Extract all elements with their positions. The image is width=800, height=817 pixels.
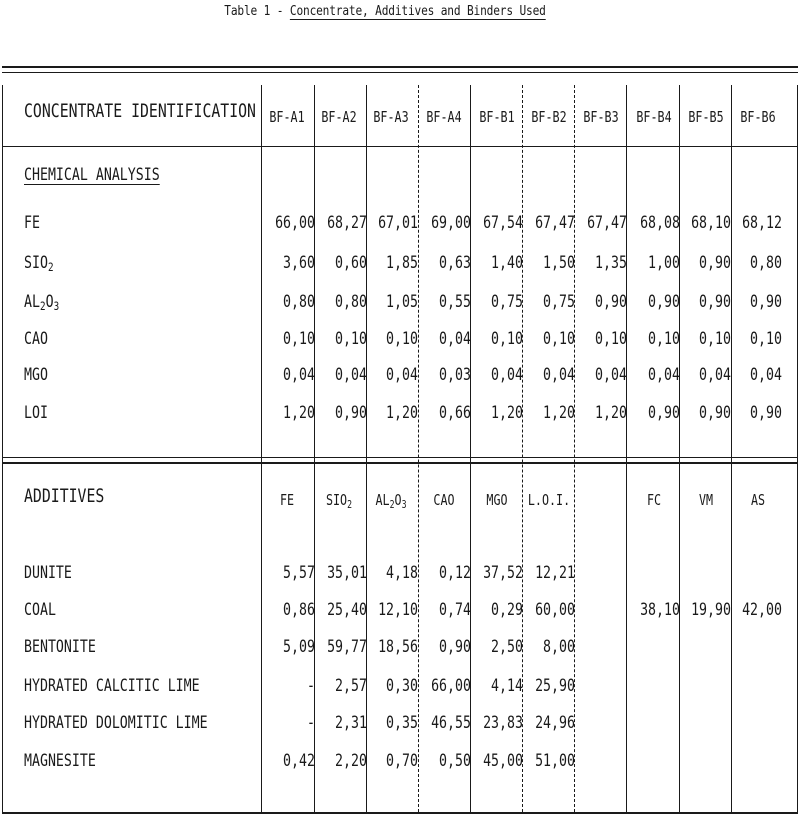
- additives-header: ADDITIVES: [24, 485, 105, 507]
- concentrate-value-cell: 0,04: [648, 365, 680, 385]
- concentrate-row-label: MGO: [24, 365, 48, 385]
- concentrate-value-cell: 1,20: [386, 403, 418, 423]
- concentrate-value-cell: 0,04: [439, 329, 471, 349]
- concentrate-value-cell: 0,66: [439, 403, 471, 423]
- concentrate-value-cell: 0,04: [750, 365, 782, 385]
- additives-value-cell: 0,90: [439, 637, 471, 657]
- concentrate-value-cell: 1,35: [595, 253, 627, 273]
- additives-value-cell: 60,00: [535, 600, 575, 620]
- concentrate-column-header: BF-B5: [688, 108, 724, 126]
- additives-value-cell: 0,70: [386, 751, 418, 771]
- concentrate-value-cell: 67,01: [378, 213, 418, 233]
- concentrate-value-cell: 66,00: [275, 213, 315, 233]
- additives-row-label: BENTONITE: [24, 637, 96, 657]
- concentrate-value-cell: 0,75: [543, 292, 575, 312]
- concentrate-value-cell: 0,90: [750, 292, 782, 312]
- additives-row-label: MAGNESITE: [24, 751, 96, 771]
- additives-value-cell: 19,90: [691, 600, 731, 620]
- additives-column-header: L.O.I.: [527, 491, 571, 509]
- concentrate-column-header: BF-A3: [373, 108, 409, 126]
- additives-value-cell: 0,50: [439, 751, 471, 771]
- additives-value-cell: 12,21: [535, 563, 575, 583]
- concentrate-value-cell: 68,10: [691, 213, 731, 233]
- concentrate-column-header: BF-B4: [636, 108, 672, 126]
- concentrate-value-cell: 1,85: [386, 253, 418, 273]
- column-divider: [731, 85, 732, 812]
- additives-value-cell: -: [307, 713, 315, 733]
- concentrate-row-label: LOI: [24, 403, 48, 423]
- additives-column-header: $AL_2O_3$: [375, 491, 407, 511]
- additives-value-cell: 25,90: [535, 676, 575, 696]
- concentrate-value-cell: 0,90: [648, 292, 680, 312]
- concentrate-value-cell: 0,90: [699, 253, 731, 273]
- additives-column-header: AS: [750, 491, 766, 509]
- column-divider: [522, 85, 523, 812]
- additives-column-header: CAO: [433, 491, 455, 509]
- concentrate-column-header: BF-A1: [269, 108, 305, 126]
- additives-value-cell: 0,12: [439, 563, 471, 583]
- concentrate-value-cell: 0,04: [543, 365, 575, 385]
- additives-column-header: VM: [698, 491, 714, 509]
- additives-value-cell: 12,10: [378, 600, 418, 620]
- concentrate-value-cell: 0,90: [335, 403, 367, 423]
- concentrate-value-cell: 0,04: [283, 365, 315, 385]
- concentrate-value-cell: 0,63: [439, 253, 471, 273]
- additives-value-cell: 0,86: [283, 600, 315, 620]
- concentrate-value-cell: 0,60: [335, 253, 367, 273]
- column-divider: [574, 85, 575, 812]
- concentrate-column-header: BF-A2: [321, 108, 357, 126]
- additives-value-cell: 0,30: [386, 676, 418, 696]
- additives-value-cell: 51,00: [535, 751, 575, 771]
- caption-title: Concentrate, Additives and Binders Used: [289, 4, 546, 19]
- top-rule-thin: [2, 72, 798, 73]
- concentrate-value-cell: 0,90: [595, 292, 627, 312]
- additives-value-cell: 25,40: [327, 600, 367, 620]
- concentrate-value-cell: 0,04: [491, 365, 523, 385]
- additives-row-label: HYDRATED DOLOMITIC LIME: [24, 713, 208, 733]
- additives-value-cell: 5,09: [283, 637, 315, 657]
- concentrate-value-cell: 0,75: [491, 292, 523, 312]
- additives-value-cell: 35,01: [327, 563, 367, 583]
- additives-value-cell: 2,50: [491, 637, 523, 657]
- additives-row-label: DUNITE: [24, 563, 72, 583]
- additives-value-cell: 18,56: [378, 637, 418, 657]
- concentrate-value-cell: 0,04: [335, 365, 367, 385]
- additives-value-cell: 46,55: [431, 713, 471, 733]
- concentrate-value-cell: 0,04: [595, 365, 627, 385]
- concentrate-value-cell: 0,80: [283, 292, 315, 312]
- additives-value-cell: 37,52: [483, 563, 523, 583]
- additives-value-cell: 23,83: [483, 713, 523, 733]
- concentrate-row-label: $SIO_2$: [24, 253, 54, 274]
- additives-value-cell: 2,57: [335, 676, 367, 696]
- column-divider: [2, 85, 3, 812]
- concentrate-row-label: FE: [24, 213, 40, 233]
- additives-value-cell: 5,57: [283, 563, 315, 583]
- concentrate-row-label: $AL_2O_3$: [24, 292, 60, 313]
- concentrate-value-cell: 1,05: [386, 292, 418, 312]
- concentrate-value-cell: 68,08: [640, 213, 680, 233]
- concentrate-value-cell: 1,50: [543, 253, 575, 273]
- concentrate-value-cell: 0,55: [439, 292, 471, 312]
- additives-value-cell: 4,14: [491, 676, 523, 696]
- additives-value-cell: 0,29: [491, 600, 523, 620]
- additives-value-cell: 38,10: [640, 600, 680, 620]
- concentrate-row-label: CAO: [24, 329, 48, 349]
- concentrate-value-cell: 1,40: [491, 253, 523, 273]
- concentrate-value-cell: 69,00: [431, 213, 471, 233]
- concentrate-column-header: BF-B1: [479, 108, 515, 126]
- additives-column-header: $SIO_2$: [325, 491, 353, 511]
- concentrate-value-cell: 68,27: [327, 213, 367, 233]
- concentrate-value-cell: 67,47: [535, 213, 575, 233]
- additives-value-cell: 45,00: [483, 751, 523, 771]
- concentrate-value-cell: 0,04: [386, 365, 418, 385]
- column-divider: [261, 85, 262, 812]
- column-divider: [418, 85, 419, 812]
- column-divider: [626, 85, 627, 812]
- concentrate-value-cell: 0,90: [750, 403, 782, 423]
- caption-prefix: Table 1 -: [224, 4, 290, 19]
- concentrate-value-cell: 1,00: [648, 253, 680, 273]
- additives-value-cell: 24,96: [535, 713, 575, 733]
- concentrate-value-cell: 0,90: [648, 403, 680, 423]
- additives-value-cell: 59,77: [327, 637, 367, 657]
- additives-value-cell: 0,42: [283, 751, 315, 771]
- concentrate-value-cell: 0,10: [648, 329, 680, 349]
- concentrate-value-cell: 0,90: [699, 292, 731, 312]
- concentrate-value-cell: 0,10: [491, 329, 523, 349]
- concentrate-column-header: BF-B3: [583, 108, 619, 126]
- concentrate-value-cell: 67,47: [587, 213, 627, 233]
- concentrate-value-cell: 0,10: [750, 329, 782, 349]
- bottom-rule: [2, 812, 798, 814]
- additives-column-header: FE: [279, 491, 295, 509]
- concentrate-value-cell: 0,10: [595, 329, 627, 349]
- chemical-analysis-label: CHEMICAL ANALYSIS: [24, 165, 160, 185]
- concentrate-value-cell: 0,80: [750, 253, 782, 273]
- column-divider: [366, 85, 367, 812]
- additives-value-cell: 2,31: [335, 713, 367, 733]
- concentrate-value-cell: 3,60: [283, 253, 315, 273]
- concentrate-value-cell: 1,20: [283, 403, 315, 423]
- additives-column-header: MGO: [486, 491, 508, 509]
- concentrate-column-header: BF-B6: [740, 108, 776, 126]
- concentrate-value-cell: 0,04: [699, 365, 731, 385]
- additives-value-cell: 8,00: [543, 637, 575, 657]
- concentrate-value-cell: 0,10: [283, 329, 315, 349]
- concentrate-value-cell: 67,54: [483, 213, 523, 233]
- additives-value-cell: 0,35: [386, 713, 418, 733]
- concentrate-value-cell: 1,20: [543, 403, 575, 423]
- column-divider: [679, 85, 680, 812]
- column-divider: [797, 85, 798, 812]
- concentrate-value-cell: 0,10: [699, 329, 731, 349]
- additives-row-label: COAL: [24, 600, 56, 620]
- column-divider: [314, 85, 315, 812]
- concentrate-value-cell: 1,20: [491, 403, 523, 423]
- additives-value-cell: 66,00: [431, 676, 471, 696]
- additives-column-header: FC: [646, 491, 662, 509]
- concentrate-value-cell: 1,20: [595, 403, 627, 423]
- concentrate-value-cell: 0,10: [335, 329, 367, 349]
- additives-value-cell: 42,00: [742, 600, 782, 620]
- additives-value-cell: 0,74: [439, 600, 471, 620]
- concentrate-value-cell: 0,80: [335, 292, 367, 312]
- concentrate-value-cell: 68,12: [742, 213, 782, 233]
- additives-row-label: HYDRATED CALCITIC LIME: [24, 676, 200, 696]
- table-caption: [54, 4, 716, 19]
- concentrate-value-cell: 0,90: [699, 403, 731, 423]
- concentrate-column-header: BF-A4: [426, 108, 462, 126]
- additives-value-cell: 4,18: [386, 563, 418, 583]
- concentrate-header: CONCENTRATE IDENTIFICATION: [24, 100, 256, 122]
- concentrate-column-header: BF-B2: [531, 108, 567, 126]
- top-rule-thick: [2, 66, 798, 68]
- concentrate-value-cell: 0,10: [386, 329, 418, 349]
- column-divider: [470, 85, 471, 812]
- concentrate-value-cell: 0,10: [543, 329, 575, 349]
- additives-value-cell: 2,20: [335, 751, 367, 771]
- concentrate-value-cell: 0,03: [439, 365, 471, 385]
- additives-value-cell: -: [307, 676, 315, 696]
